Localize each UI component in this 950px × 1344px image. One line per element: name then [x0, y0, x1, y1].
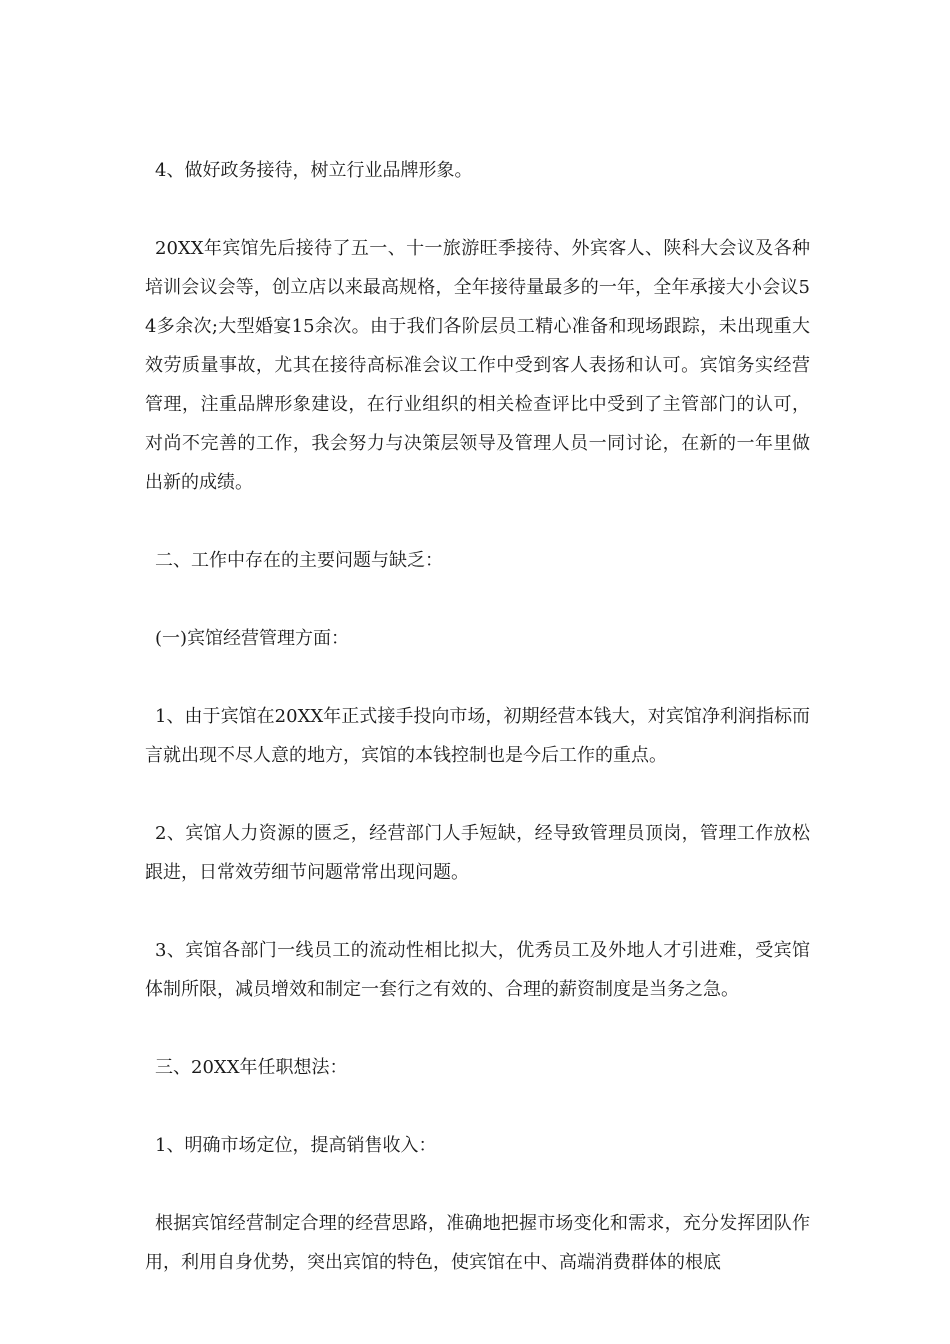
- paragraph-reception-summary: 20XX年宾馆先后接待了五一、十一旅游旺季接待、外宾客人、陕科大会议及各种培训会议会等，创立店以来最高规格，全年接待量最多的一年，全年承接大小会议54多余次;大型婚宴15余次。由于我们各阶层员工精心准备和现场跟踪，未出现重大效劳质量事故，尤其在接待高标准会议工作中受到客人表扬和认可。宾馆务实经营管理，注重品牌形象建设，在行业组织的相关检查评比中受到了主管部门的认可，对尚不完善的工作，我会努力与决策层领导及管理人员一同讨论，在新的一年里做出新的成绩。: [145, 238, 810, 493]
- section-heading-problems: 二、工作中存在的主要问题与缺乏：: [155, 550, 443, 571]
- paragraph-plan-1-heading: 1、明确市场定位，提高销售收入：: [155, 1135, 437, 1156]
- paragraph-reception-heading: 4、做好政务接待，树立行业品牌形象。: [155, 160, 473, 181]
- paragraph-problem-1: 1、由于宾馆在20XX年正式接手投向市场，初期经营本钱大，对宾馆净利润指标而言就出现不尽人意的地方，宾馆的本钱控制也是今后工作的重点。: [145, 706, 810, 766]
- section-heading-plans: 三、20XX年任职想法：: [155, 1057, 348, 1078]
- paragraph-plan-1-body: 根据宾馆经营制定合理的经营思路，准确地把握市场变化和需求，充分发挥团队作用，利用自身优势，突出宾馆的特色，使宾馆在中、高端消费群体的根底: [145, 1213, 810, 1273]
- paragraph-problem-2: 2、宾馆人力资源的匮乏，经营部门人手短缺，经导致管理员顶岗，管理工作放松跟进，日常效劳细节问题常常出现问题。: [145, 823, 810, 883]
- document-body: [145, 151, 810, 1282]
- paragraph-problem-3: 3、宾馆各部门一线员工的流动性相比拟大，优秀员工及外地人才引进难，受宾馆体制所限，减员增效和制定一套行之有效的、合理的薪资制度是当务之急。: [145, 940, 810, 1000]
- subsection-heading-management: (一)宾馆经营管理方面：: [155, 628, 350, 649]
